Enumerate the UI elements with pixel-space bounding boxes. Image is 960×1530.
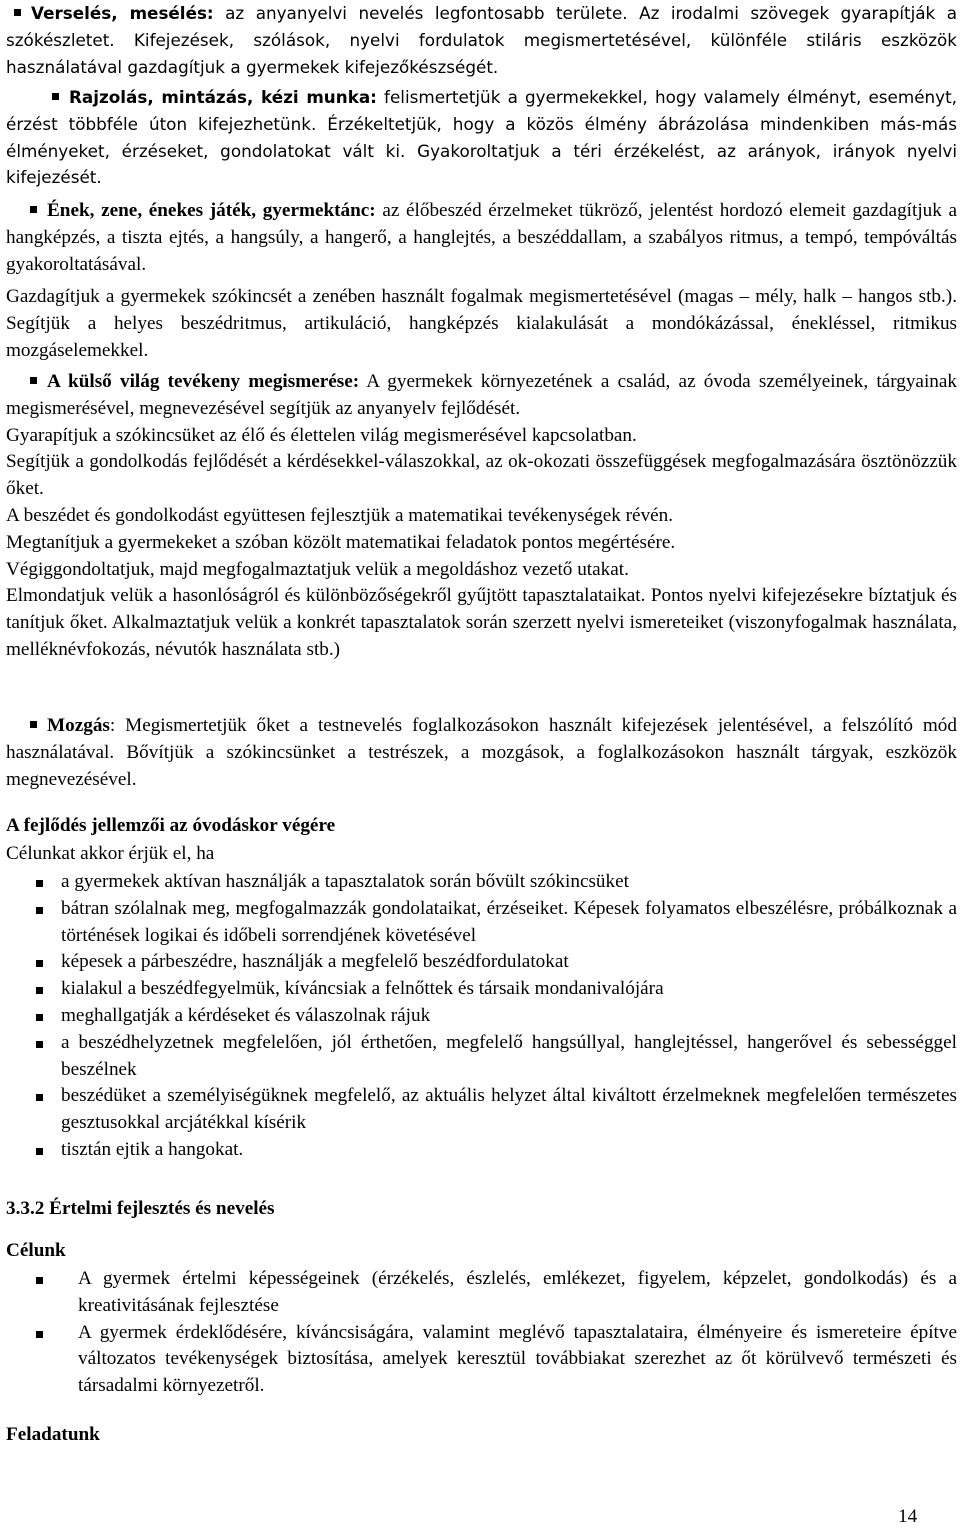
paragraph-text: Gyarapítjuk a szókincsüket az élő és élettelen világ megismerésével kapcsolatban. — [6, 424, 637, 446]
paragraph-lead: Mozgás — [47, 715, 110, 736]
goal-heading: Célunk — [6, 1240, 66, 1261]
square-bullet-icon — [36, 1148, 43, 1155]
development-section — [6, 813, 957, 1164]
paragraph-text: Végiggondoltatjuk, majd megfogalmaztatjuk velük a megoldáshoz vezető utakat. — [6, 558, 629, 580]
square-bullet-icon — [36, 1094, 43, 1101]
paragraph-text: A gyermekek környezetének a család, az óvoda személyeinek, tárgyainak megismerésével, megnevezésével segítjük az anyanyelv fejlődését. — [6, 371, 957, 419]
paragraph-text: A beszédet és gondolkodást együttesen fejlesztjük a matematikai tevékenységek révén. — [6, 504, 674, 526]
paragraph-kulso-vilag — [6, 369, 957, 664]
section-332 — [6, 1196, 957, 1222]
square-bullet-icon — [36, 1014, 43, 1021]
section-intro: Célunkat akkor érjük el, ha — [6, 843, 215, 864]
paragraph-lead: Ének, zene, énekes játék, gyermektánc: — [47, 200, 376, 221]
list-item-text: a gyermekek aktívan használják a tapasztalatok során bővült szókincsüket — [61, 871, 629, 892]
square-bullet-icon — [36, 960, 43, 967]
square-bullet-icon — [30, 377, 37, 384]
paragraph-zene-szokincs — [6, 284, 957, 364]
paragraph-text: Megtanítjuk a gyermekeket a szóban közölt matematikai feladatok pontos megértésére. — [6, 531, 676, 553]
paragraph-text: : Megismertetjük őket a testnevelés foglalkozásokon használt kifejezések jelentésével, a felszólító mód használatával. Bővítjük a szókincsünket a testrészek, a mozgások, a foglalkozásokon használt tárgyak, eszközök megnevezésével. — [6, 715, 957, 790]
paragraph-mozgas — [6, 713, 957, 793]
list-item-text: A gyermek értelmi képességeinek (érzékelés, észlelés, emlékezet, figyelem, képzelet, gondolkodás) és a kreativitásának fejlesztése — [78, 1268, 957, 1316]
paragraph-enek — [6, 198, 957, 278]
section-heading: A fejlődés jellemzői az óvodáskor végére — [6, 815, 336, 836]
list-item — [6, 949, 957, 976]
goal-section — [6, 1238, 957, 1400]
tasks-section — [6, 1422, 957, 1448]
list-item-text: meghallgatják a kérdéseket és válaszolnak rájuk — [61, 1004, 431, 1026]
list-item — [6, 896, 957, 950]
list-item-text: bátran szólalnak meg, megfogalmazzák gondolataikat, érzéseiket. Képesek folyamatos elbeszélésre, próbálkoznak a történések logikai és időbeli sorrendjének követésével — [61, 897, 957, 946]
square-bullet-icon — [30, 206, 37, 213]
square-bullet-icon — [36, 1041, 43, 1048]
paragraph-lead: Rajzolás, mintázás, kézi munka: — [69, 87, 377, 107]
paragraph-lead: A külső világ tevékeny megismerése: — [47, 371, 360, 392]
paragraph-lead: Verselés, mesélés: — [31, 3, 214, 23]
list-item — [6, 1003, 957, 1030]
list-item — [6, 1030, 957, 1084]
section-heading: 3.3.2 Értelmi fejlesztés és nevelés — [6, 1198, 275, 1219]
development-list — [6, 869, 957, 1164]
list-item — [6, 1137, 957, 1164]
paragraph-text: az élőbeszéd érzelmeket tükröző, jelentést hordozó elemeit gazdagítjuk a hangképzés, a tiszta ejtés, a hangsúly, a hangerő, a hanglejtés, a beszéddallam, a szabályos ritmus, a tempó, tempóváltás gyakoroltatásával. — [6, 200, 957, 275]
square-bullet-icon — [30, 721, 37, 728]
square-bullet-icon — [36, 880, 43, 887]
tasks-heading: Feladatunk — [6, 1424, 100, 1445]
square-bullet-icon — [52, 93, 59, 100]
square-bullet-icon — [36, 907, 43, 914]
paragraph-verseles — [6, 0, 957, 80]
square-bullet-icon — [14, 9, 21, 16]
list-item-text: kialakul a beszédfegyelmük, kíváncsiak a felnőttek és társaik mondanivalójára — [61, 978, 664, 1000]
square-bullet-icon — [36, 1277, 43, 1284]
paragraph-text: felismertetjük a gyermekekkel, hogy valamely élményt, eseményt, érzést többféle úton kifejezhetünk. Érzékeltetjük, hogy a közös élmény ábrázolása mindenkiben más-más élményeket, érzéseket, gondolatokat vált ki. Gyakoroltatjuk a téri érzékelést, az arányok, irányok nyelvi kifejezését. — [6, 87, 957, 188]
paragraph-rajzolas — [6, 84, 957, 191]
list-item-text: beszédüket a személyiségüknek megfelelő, az aktuális helyzet által kiváltott érzelmeknek megfelelően természetes gesztusokkal arcjátékkal kísérik — [61, 1085, 957, 1134]
square-bullet-icon — [36, 987, 43, 994]
list-item-text: a beszédhelyzetnek megfelelően, jól érthetően, megfelelő hangsúllyal, hanglejtéssel, hangerővel és sebességgel beszélnek — [61, 1031, 957, 1080]
list-item — [6, 976, 957, 1003]
square-bullet-icon — [36, 1331, 43, 1338]
list-item-text: A gyermek érdeklődésére, kíváncsiságára, valamint meglévő tapasztalataira, élményeire és ismereteire építve változatos tevékenységek biztosítása, amelyek keresztül továbbiakat szerezhet az őt körülvevő természeti és társadalmi környezetről. — [78, 1321, 957, 1397]
list-item — [6, 1320, 957, 1400]
list-item-text: tisztán ejtik a hangokat. — [61, 1138, 244, 1160]
paragraph-text: Segítjük a gondolkodás fejlődését a kérdésekkel-válaszokkal, az ok-okozati összefüggések megfogalmazására ösztönözzük őket. — [6, 451, 957, 500]
paragraph-text: Elmondatjuk velük a hasonlóságról és különbözőségekről gyűjtött tapasztalataikat. Pontos nyelvi kifejezésekre bíztatjuk és tanítjuk őket. Alkalmaztatjuk velük a konkrét tapasztalatok során szerzett nyelvi ismereteiket (viszonyfogalmak használata, melléknévfokozás, névutók használata stb.) — [6, 585, 957, 660]
paragraph-text: Gazdagítjuk a gyermekek szókincsét a zenében használt fogalmak megismertetésével (magas – mély, halk – hangos stb.). Segítjük a helyes beszédritmus, artikuláció, hangképzés kialakulását a mondókázással, énekléssel, ritmikus mozgáselemekkel. — [6, 286, 957, 361]
list-item — [6, 1083, 957, 1137]
list-item — [6, 1266, 957, 1320]
goal-list — [6, 1266, 957, 1400]
paragraph-text: az anyanyelvi nevelés legfontosabb területe. Az irodalmi szövegek gyarapítják a szókészletet. Kifejezések, szólások, nyelvi fordulatok megismertetésével, különféle stiláris eszközök használatával gazdagítjuk a gyermekek kifejezőkészségét. — [6, 3, 958, 77]
list-item — [6, 869, 957, 896]
page-number: 14 — [898, 1506, 918, 1527]
list-item-text: képesek a párbeszédre, használják a megfelelő beszédfordulatokat — [61, 951, 569, 973]
